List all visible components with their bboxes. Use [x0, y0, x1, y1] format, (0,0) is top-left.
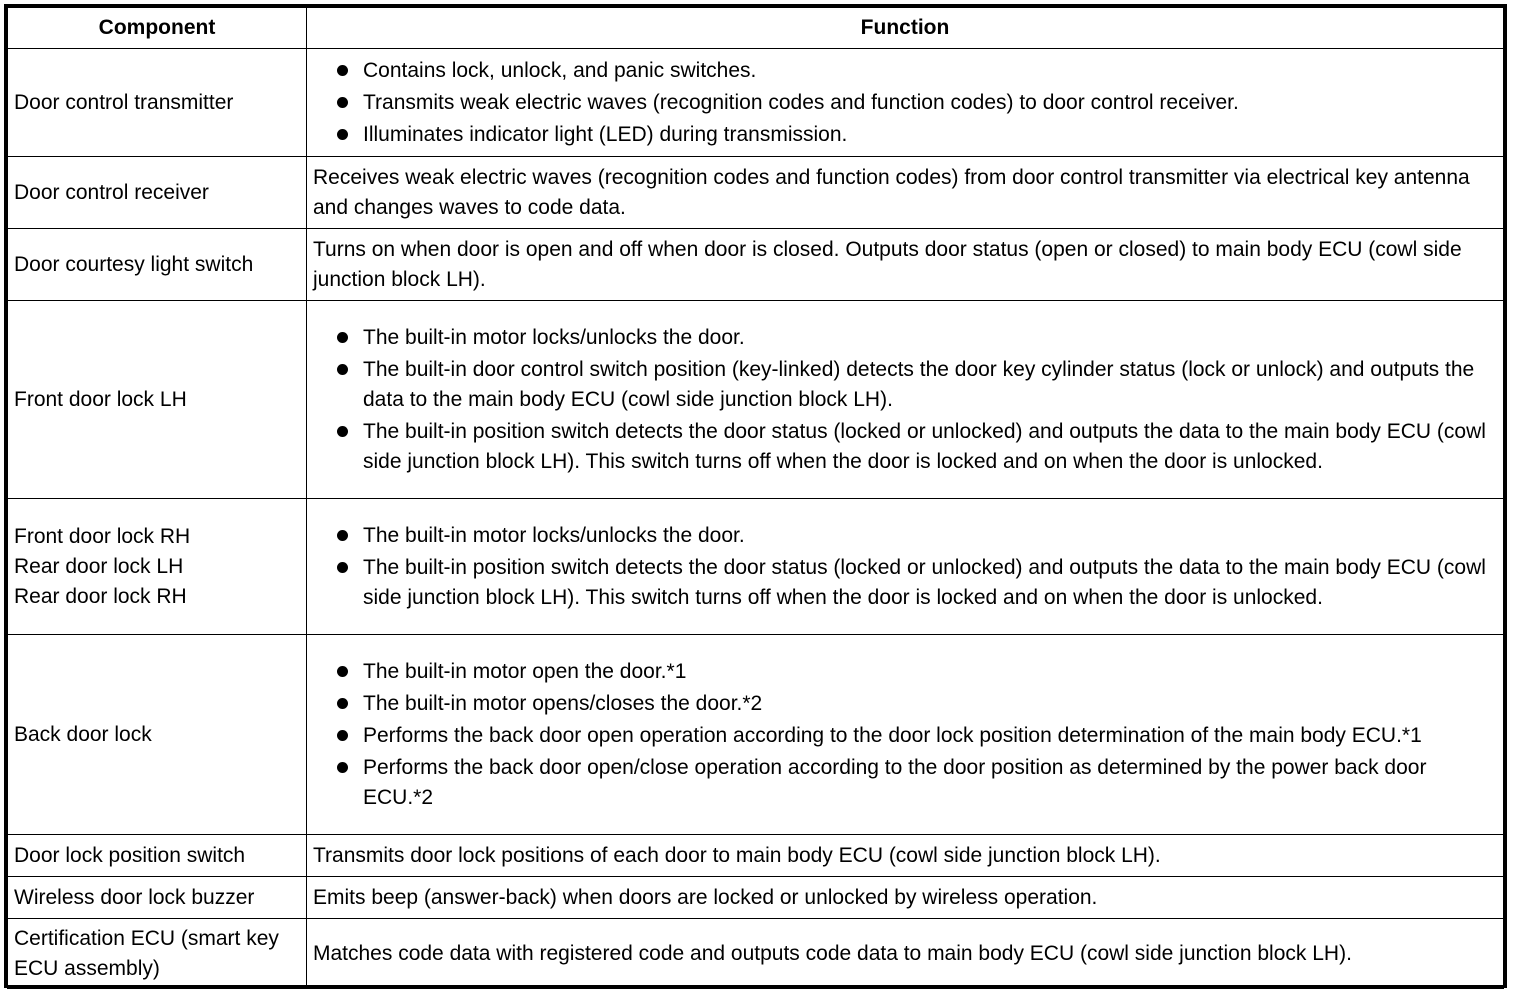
function-cell — [307, 49, 1504, 157]
function-bullet: The built-in position switch detects the door status (locked or unlocked) and outputs the data to the main body ECU (cowl side junction block LH). This switch turns off when the door is locked and on when the door is unlocked. — [363, 553, 1497, 613]
component-name: Door courtesy light switch — [14, 252, 254, 276]
function-bullet: The built-in motor locks/unlocks the door. — [363, 323, 1497, 353]
table-row — [8, 229, 1504, 301]
component-column-header: Component — [8, 8, 307, 49]
function-bullet: Performs the back door open operation according to the door lock position determination of the main body ECU.*1 — [363, 721, 1497, 751]
function-bullet: Contains lock, unlock, and panic switches. — [363, 56, 1497, 86]
function-cell: Emits beep (answer-back) when doors are locked or unlocked by wireless operation. — [307, 877, 1504, 919]
component-cell — [8, 919, 307, 989]
component-name: Wireless door lock buzzer — [14, 885, 255, 909]
function-bullet: Performs the back door open/close operation according to the door position as determined by the power back door ECU.*2 — [363, 753, 1497, 813]
function-cell — [307, 301, 1504, 499]
component-cell — [8, 157, 307, 229]
table-header-row — [8, 8, 1504, 49]
component-function-table — [7, 7, 1504, 989]
component-function-table-wrapper — [4, 4, 1507, 988]
function-cell: Turns on when door is open and off when door is closed. Outputs door status (open or closed) to main body ECU (cowl side junction block LH). — [307, 229, 1504, 301]
table-row — [8, 835, 1504, 877]
table-row — [8, 635, 1504, 835]
component-name: Certification ECU (smart key ECU assembly) — [14, 926, 279, 980]
component-cell — [8, 877, 307, 919]
component-cell — [8, 499, 307, 635]
function-cell: Matches code data with registered code and outputs code data to main body ECU (cowl side junction block LH). — [307, 919, 1504, 989]
function-bullet-list — [313, 521, 1497, 613]
component-name: Door control transmitter — [14, 90, 234, 114]
function-cell: Receives weak electric waves (recognition codes and function codes) from door control transmitter via electrical key antenna and changes waves to code data. — [307, 157, 1504, 229]
component-cell — [8, 49, 307, 157]
table-row — [8, 49, 1504, 157]
function-bullet-list — [313, 323, 1497, 477]
function-bullet: Transmits weak electric waves (recognition codes and function codes) to door control receiver. — [363, 88, 1497, 118]
component-name: Rear door lock LH — [14, 554, 184, 578]
component-name: Back door lock — [14, 722, 152, 746]
table-row — [8, 919, 1504, 989]
component-cell — [8, 301, 307, 499]
function-bullet: The built-in door control switch position (key-linked) detects the door key cylinder status (lock or unlock) and outputs the data to the main body ECU (cowl side junction block LH). — [363, 355, 1497, 415]
table-row — [8, 877, 1504, 919]
function-bullet: The built-in motor open the door.*1 — [363, 657, 1497, 687]
function-bullet: The built-in position switch detects the door status (locked or unlocked) and outputs the data to the main body ECU (cowl side junction block LH). This switch turns off when the door is locked and on when the door is unlocked. — [363, 417, 1497, 477]
table-row — [8, 157, 1504, 229]
table-row — [8, 499, 1504, 635]
table-row — [8, 301, 1504, 499]
function-cell: Transmits door lock positions of each door to main body ECU (cowl side junction block LH). — [307, 835, 1504, 877]
component-name: Front door lock RH — [14, 524, 191, 548]
function-bullet: The built-in motor opens/closes the door.*2 — [363, 689, 1497, 719]
component-name: Rear door lock RH — [14, 584, 187, 608]
function-cell — [307, 499, 1504, 635]
component-cell — [8, 635, 307, 835]
function-cell — [307, 635, 1504, 835]
function-column-header: Function — [307, 8, 1504, 49]
component-name: Door lock position switch — [14, 843, 246, 867]
function-bullet: The built-in motor locks/unlocks the door. — [363, 521, 1497, 551]
component-cell — [8, 835, 307, 877]
function-bullet-list — [313, 657, 1497, 813]
function-bullet: Illuminates indicator light (LED) during transmission. — [363, 120, 1497, 150]
component-name: Front door lock LH — [14, 387, 187, 411]
component-name: Door control receiver — [14, 180, 209, 204]
function-bullet-list — [313, 56, 1497, 150]
component-cell — [8, 229, 307, 301]
